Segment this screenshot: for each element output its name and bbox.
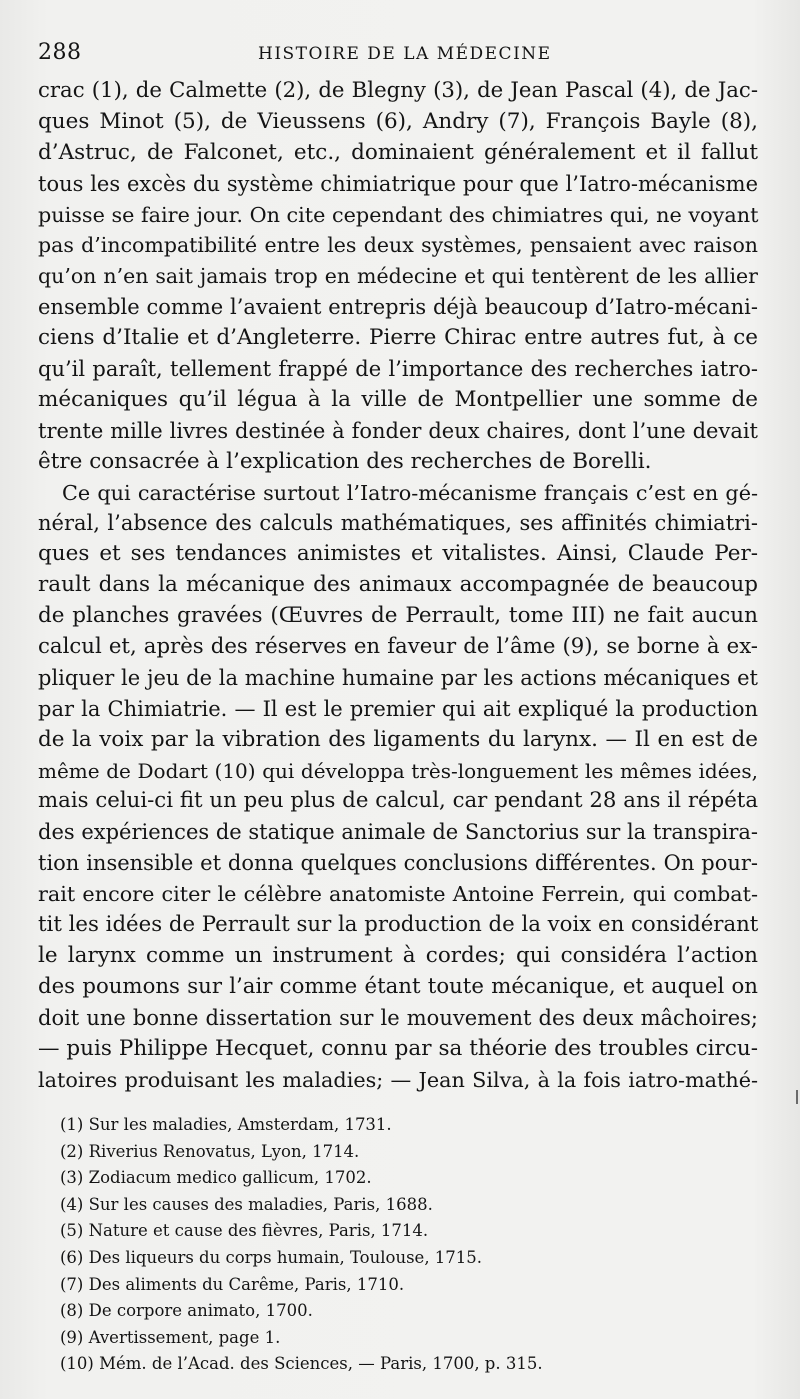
body-line: tous les excès du système chimiatrique pour que l’Iatro-mécanisme — [38, 171, 758, 196]
body-line: le larynx comme un instrument à cordes; qui considéra l’action — [38, 942, 758, 968]
body-line: rault dans la mécanique des animaux accompagnée de beaucoup — [38, 572, 758, 598]
body-line: d’Astruc, de Falconet, etc., dominaient généralement et il fallut — [38, 139, 758, 165]
footnote: (4) Sur les causes des maladies, Paris, 1688. — [60, 1194, 433, 1214]
body-line: des poumons sur l’air comme étant toute mécanique, et auquel on — [38, 973, 758, 999]
footnotes — [60, 1112, 760, 1378]
footnote: (9) Avertissement, page 1. — [60, 1327, 281, 1347]
body-line: pliquer le jeu de la machine humaine par les actions mécaniques et — [38, 665, 758, 690]
body-line: tit les idées de Perrault sur la production de la voix en considérant — [38, 912, 759, 938]
footnote: (8) De corpore animato, 1700. — [60, 1301, 313, 1321]
body-line: crac (1), de Calmette (2), de Blegny (3), de Jean Pascal (4), de Jac- — [38, 78, 758, 103]
footnote: (5) Nature et cause des fièvres, Paris, 1714. — [60, 1221, 429, 1241]
body-line: mais celui-ci fit un peu plus de calcul, car pendant 28 ans il répéta — [38, 788, 758, 814]
body-line: de planches gravées (Œuvres de Perrault, tome III) ne fait aucun — [38, 603, 758, 629]
footnote: (6) Des liqueurs du corps humain, Toulouse, 1715. — [60, 1247, 483, 1267]
body-line: par la Chimiatrie. — Il est le premier qui ait expliqué la production — [38, 696, 758, 721]
footnote: (3) Zodiacum medico gallicum, 1702. — [60, 1168, 372, 1188]
running-title: HISTOIRE DE LA MÉDECINE — [258, 44, 552, 64]
body-line: ensemble comme l’avaient entrepris déjà beaucoup d’Iatro-mécani- — [38, 295, 758, 320]
body-text — [38, 76, 758, 1095]
body-line: puisse se faire jour. On cite cependant des chimiatres qui, ne voyant — [38, 202, 759, 227]
body-line: ques Minot (5), de Vieussens (6), Andry (7), François Bayle (8), — [38, 108, 758, 134]
body-line: même de Dodart (10) qui développa très-longuement les mêmes idées, — [38, 758, 758, 783]
body-line: calcul et, après des réserves en faveur de l’âme (9), se borne à ex- — [38, 634, 758, 660]
body-line: qu’il paraît, tellement frappé de l’importance des recherches iatro- — [38, 357, 758, 382]
body-line: ques et ses tendances animistes et vitalistes. Ainsi, Claude Per- — [38, 541, 758, 567]
footnote: (10) Mém. de l’Acad. des Sciences, — Paris, 1700, p. 315. — [60, 1354, 543, 1374]
footnote: (7) Des aliments du Carême, Paris, 1710. — [60, 1274, 405, 1294]
body-line: tion insensible et donna quelques conclusions différentes. On pour- — [38, 851, 758, 876]
body-line: pas d’incompatibilité entre les deux systèmes, pensaient avec raison — [38, 233, 758, 258]
body-line: ciens d’Italie et d’Angleterre. Pierre Chirac entre autres fut, à ce — [38, 325, 758, 351]
footnote: (2) Riverius Renovatus, Lyon, 1714. — [60, 1141, 360, 1161]
page-header — [38, 40, 762, 70]
body-line: latoires produisant les maladies; — Jean Silva, à la fois iatro-mathé- — [38, 1067, 758, 1092]
body-line: de la voix par la vibration des ligaments du larynx. — Il en est de — [38, 726, 758, 752]
body-line: être consacrée à l’explication des recherches de Borelli. — [38, 448, 652, 474]
body-line: doit une bonne dissertation sur le mouvement des deux mâchoires; — [38, 1005, 758, 1030]
page-number: 288 — [38, 40, 82, 65]
page-edge-mark — [796, 1090, 798, 1104]
body-line: — puis Philippe Hecquet, connu par sa théorie des troubles circu- — [38, 1035, 758, 1061]
body-line: qu’on n’en sait jamais trop en médecine et qui tentèrent de les allier — [38, 264, 758, 289]
footnote: (1) Sur les maladies, Amsterdam, 1731. — [60, 1115, 392, 1134]
body-line: Ce qui caractérise surtout l’Iatro-mécanisme français c’est en gé- — [62, 480, 758, 505]
body-line: trente mille livres destinée à fonder deux chaires, dont l’une devait — [38, 418, 758, 443]
body-line: néral, l’absence des calculs mathématiques, ses affinités chimiatri- — [38, 511, 758, 536]
body-line: rait encore citer le célèbre anatomiste Antoine Ferrein, qui combat- — [38, 882, 758, 907]
body-line: mécaniques qu’il légua à la ville de Montpellier une somme de — [38, 386, 758, 412]
body-line: des expériences de statique animale de Sanctorius sur la transpira- — [38, 820, 758, 845]
